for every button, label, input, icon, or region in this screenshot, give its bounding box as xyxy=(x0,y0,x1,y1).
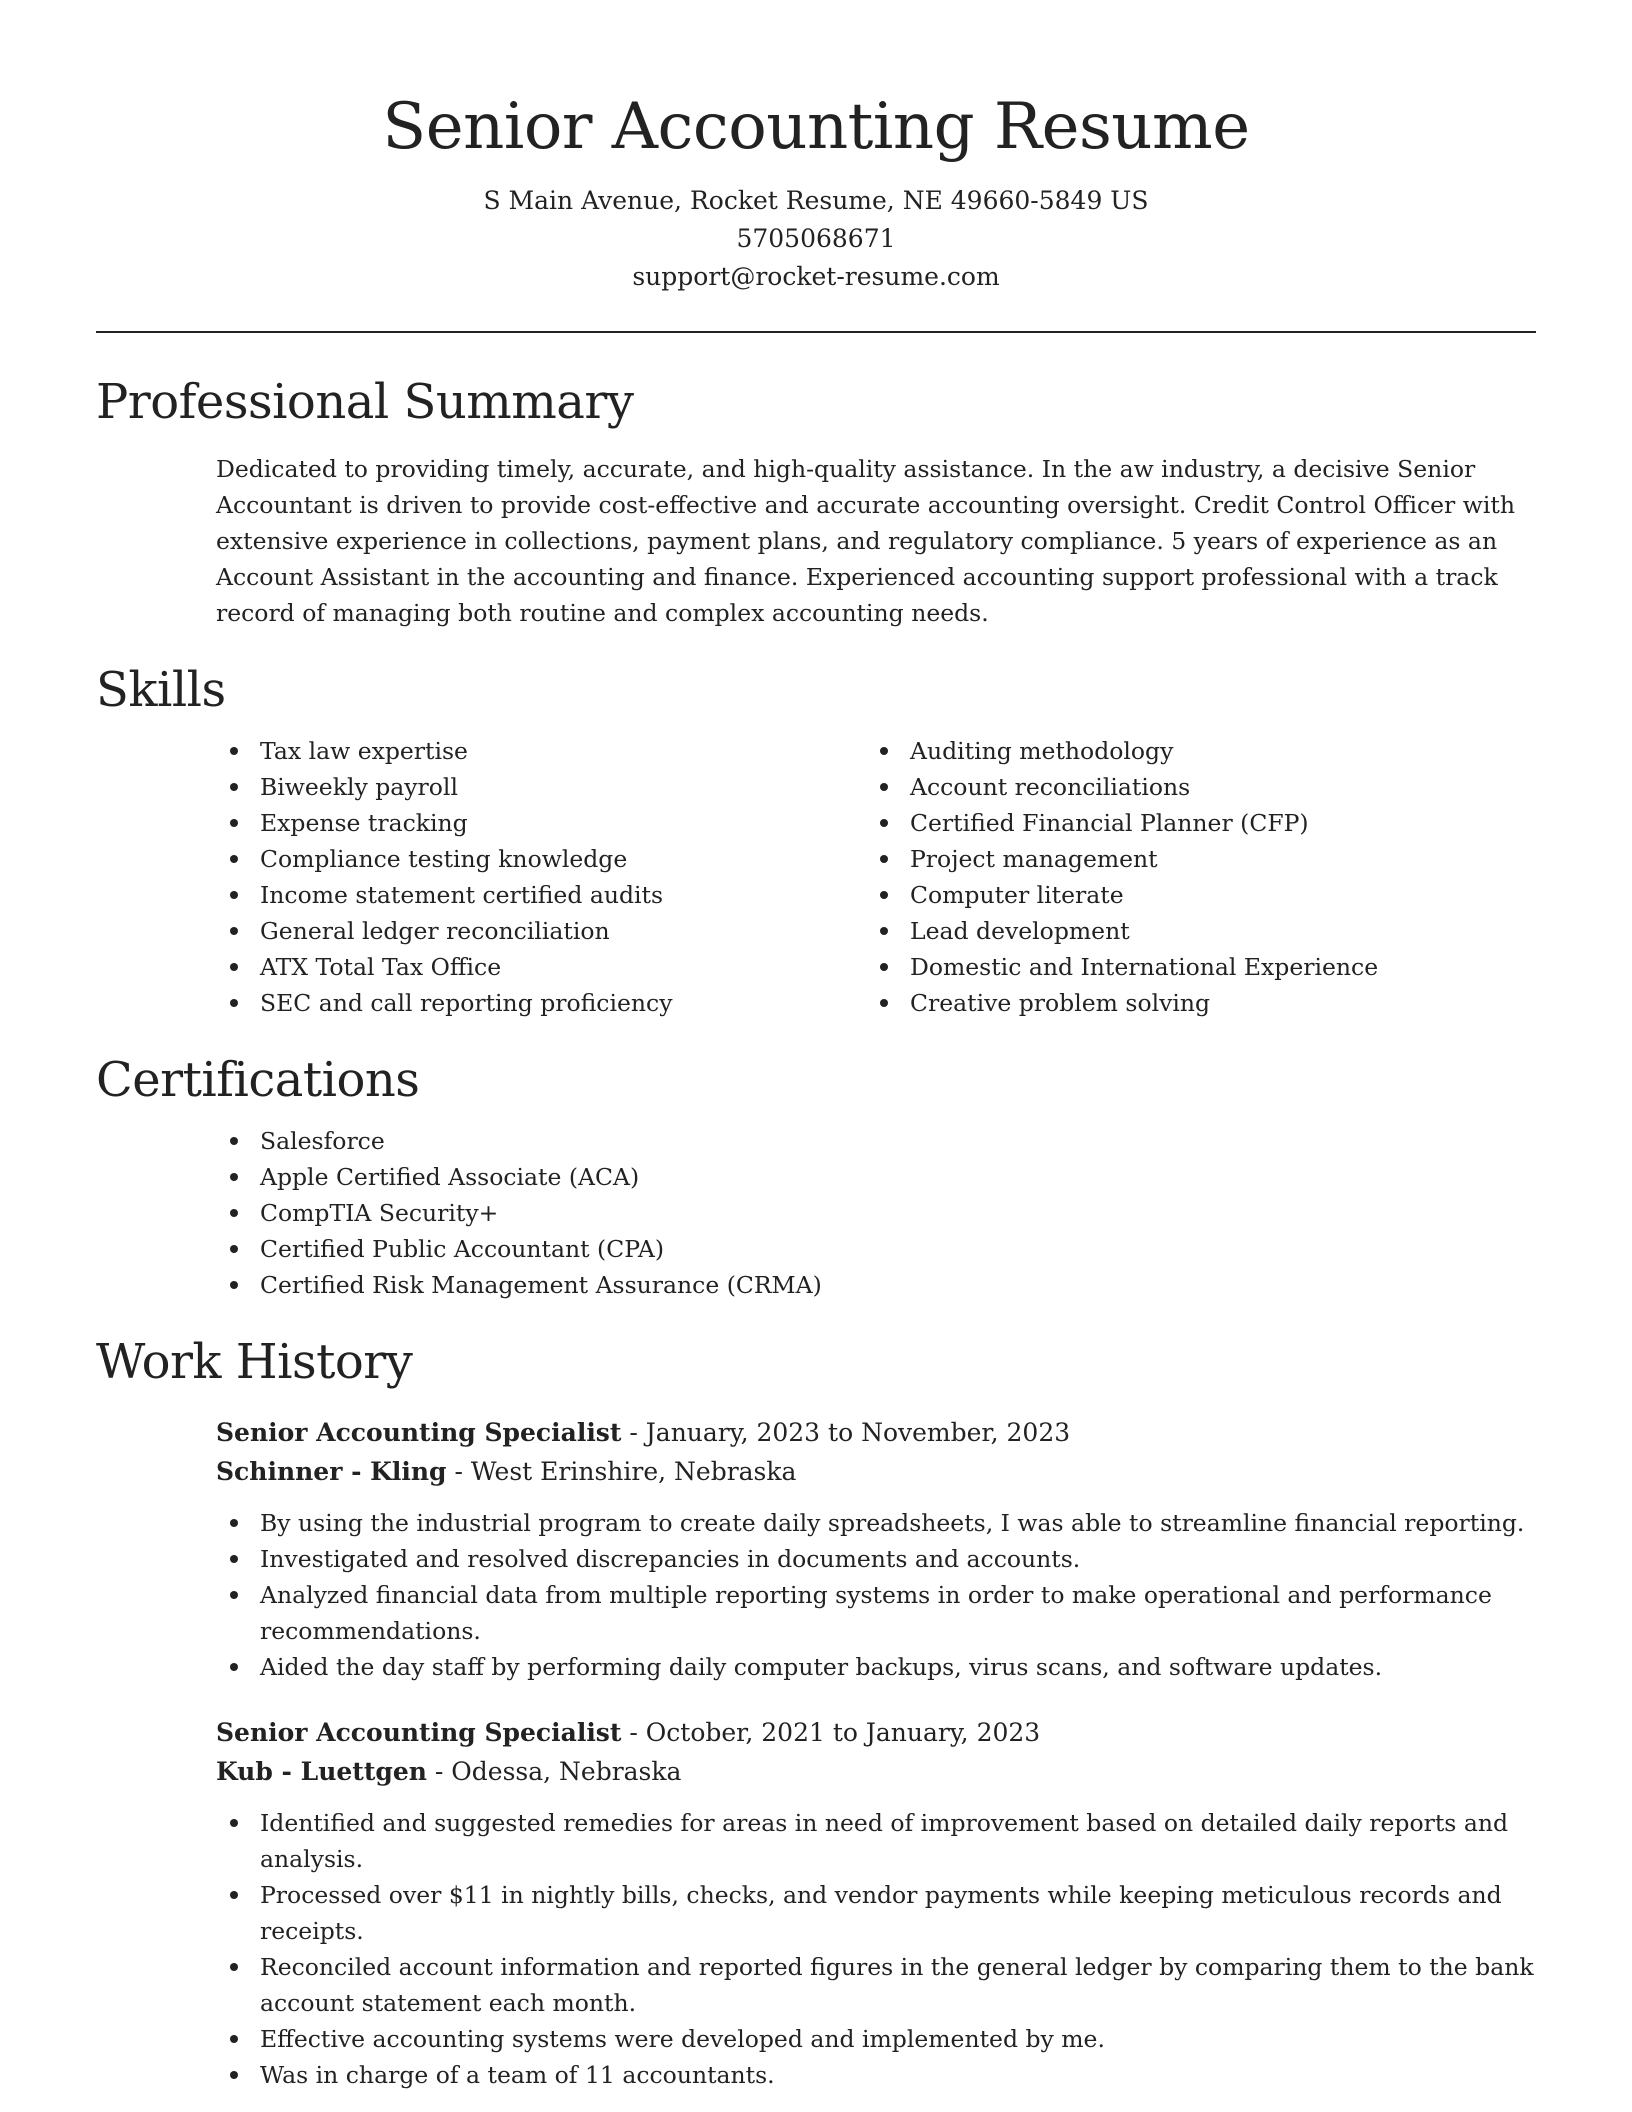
job-company-line xyxy=(216,1452,1536,1491)
work-history-heading: Work History xyxy=(96,1334,413,1390)
job-duties xyxy=(216,1805,1536,2093)
skill-item: Tax law expertise xyxy=(260,733,866,769)
certification-item: Apple Certified Associate (ACA) xyxy=(260,1159,1536,1195)
job-duty-item: Reconciled account information and reported figures in the general ledger by comparing them to the bank account statement each month. xyxy=(260,1949,1536,2021)
job-duty-item: Identified and suggested remedies for areas in need of improvement based on detailed daily reports and analysis. xyxy=(260,1805,1536,1877)
certifications-heading: Certifications xyxy=(96,1052,420,1108)
skill-item: Expense tracking xyxy=(260,805,866,841)
job-duty-item: Aided the day staff by performing daily computer backups, virus scans, and software updates. xyxy=(260,1649,1536,1685)
job-company: Kub - Luettgen xyxy=(216,1757,427,1786)
skills-columns xyxy=(96,733,1536,1021)
skill-item: Account reconciliations xyxy=(910,769,1516,805)
contact-info xyxy=(96,182,1536,296)
summary-text: Dedicated to providing timely, accurate, and high-quality assistance. In the aw industry, a decisive Senior Accountant is driven to provide cost-effective and accurate accounting oversight. Credit Control Officer with extensive experience in collections, payment plans, and regulatory compliance. 5 years of experience as an Account Assistant in the accounting and finance. Experienced accounting support professional with a track record of managing both routine and complex accounting needs. xyxy=(216,455,1515,627)
skill-item: Domestic and International Experience xyxy=(910,949,1516,985)
job-role: Senior Accounting Specialist xyxy=(216,1718,622,1747)
skills-column-right xyxy=(866,733,1516,1021)
certifications-list xyxy=(96,1123,1536,1303)
resume-header xyxy=(96,0,1536,296)
skills-heading: Skills xyxy=(96,662,226,718)
job-dates: - January, 2023 to November, 2023 xyxy=(621,1418,1071,1447)
skill-item: Income statement certified audits xyxy=(260,877,866,913)
job-duty-item: Effective accounting systems were developed and implemented by me. xyxy=(260,2021,1536,2057)
job-duty-item: Analyzed financial data from multiple reporting systems in order to make operational and performance recommendations. xyxy=(260,1577,1536,1649)
skill-item: General ledger reconciliation xyxy=(260,913,866,949)
certification-item: Certified Risk Management Assurance (CRMA) xyxy=(260,1267,1536,1303)
header-divider xyxy=(96,331,1536,333)
job-company-line xyxy=(216,1752,1536,1791)
job-header xyxy=(216,1413,1536,1491)
contact-email: support@rocket-resume.com xyxy=(632,262,1000,291)
job-title-line xyxy=(216,1413,1536,1452)
job-entry-1 xyxy=(216,1413,1536,1685)
job-header xyxy=(216,1713,1536,1791)
job-location: - Odessa, Nebraska xyxy=(426,1757,682,1786)
skill-item: Compliance testing knowledge xyxy=(260,841,866,877)
job-role: Senior Accounting Specialist xyxy=(216,1418,622,1447)
contact-address: S Main Avenue, Rocket Resume, NE 49660-5849 US xyxy=(483,186,1149,215)
job-duty-item: By using the industrial program to create daily spreadsheets, I was able to streamline financial reporting. xyxy=(260,1505,1536,1541)
summary-heading: Professional Summary xyxy=(96,374,634,430)
certification-item: Certified Public Accountant (CPA) xyxy=(260,1231,1536,1267)
skill-item: SEC and call reporting proficiency xyxy=(260,985,866,1021)
skill-item: Auditing methodology xyxy=(910,733,1516,769)
job-entry-2 xyxy=(216,1713,1536,2093)
skill-item: Lead development xyxy=(910,913,1516,949)
skill-item: Creative problem solving xyxy=(910,985,1516,1021)
contact-phone: 5705068671 xyxy=(736,224,896,253)
job-location: - West Erinshire, Nebraska xyxy=(446,1457,797,1486)
skill-item: Certified Financial Planner (CFP) xyxy=(910,805,1516,841)
job-company: Schinner - Kling xyxy=(216,1457,447,1486)
skill-item: ATX Total Tax Office xyxy=(260,949,866,985)
job-title-line xyxy=(216,1713,1536,1752)
skills-column-left xyxy=(216,733,866,1021)
job-duty-item: Processed over $11 in nightly bills, checks, and vendor payments while keeping meticulous records and receipts. xyxy=(260,1877,1536,1949)
job-duty-item: Was in charge of a team of 11 accountants. xyxy=(260,2057,1536,2093)
job-duties xyxy=(216,1505,1536,1685)
certification-item: Salesforce xyxy=(260,1123,1536,1159)
skill-item: Computer literate xyxy=(910,877,1516,913)
resume-title: Senior Accounting Resume xyxy=(382,90,1250,164)
skill-item: Biweekly payroll xyxy=(260,769,866,805)
skill-item: Project management xyxy=(910,841,1516,877)
job-dates: - October, 2021 to January, 2023 xyxy=(621,1718,1041,1747)
job-duty-item: Investigated and resolved discrepancies in documents and accounts. xyxy=(260,1541,1536,1577)
certification-item: CompTIA Security+ xyxy=(260,1195,1536,1231)
